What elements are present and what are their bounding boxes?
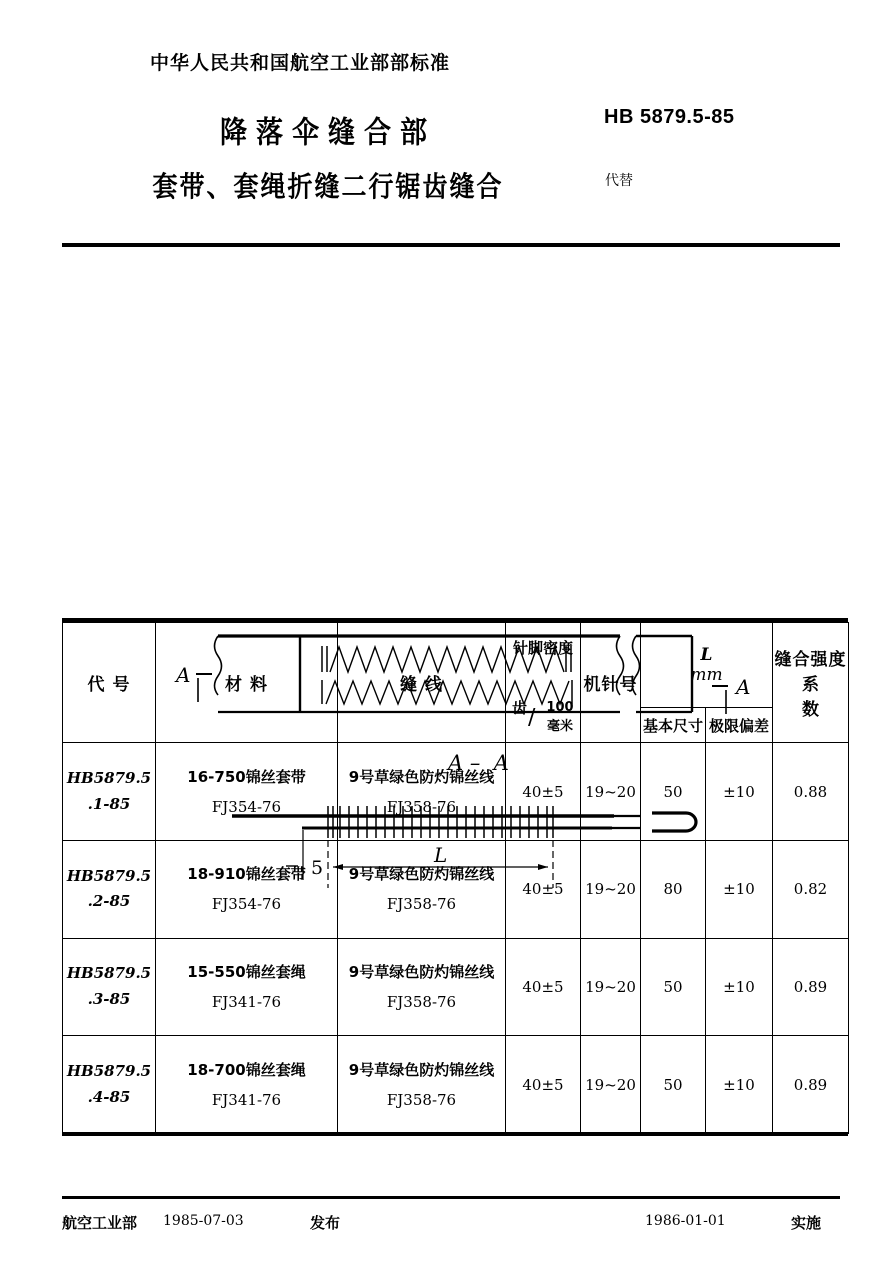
cell-material (156, 1036, 338, 1134)
table-header-row (63, 623, 849, 708)
cell-length-tolerance: ±10 (706, 938, 773, 1036)
table-row (63, 743, 849, 841)
cell-code (63, 1036, 156, 1134)
specification-table (62, 622, 849, 1134)
cell-length-tolerance: ±10 (706, 743, 773, 841)
section-label-right: A (736, 675, 751, 699)
cell-thread (338, 1036, 506, 1134)
footer-issue-label: 发布 (310, 1215, 341, 1232)
material-line1: 16-750锦丝套带 (187, 767, 306, 786)
table-row (63, 938, 849, 1036)
cell-code (63, 840, 156, 938)
header-material: 材 料 (156, 623, 338, 743)
density-numerator: 齿 (512, 699, 528, 718)
header-length-basic: 基本尺寸 (641, 708, 706, 743)
dimension-length-label: L (434, 843, 448, 867)
material-line2: FJ341-76 (211, 992, 282, 1011)
header-length-unit: mm (690, 665, 723, 685)
footer-issue-date: 1985-07-03 (163, 1213, 244, 1229)
density-denominator: 100毫米 (546, 700, 574, 735)
cell-needle: 19~20 (581, 743, 641, 841)
cell-density: 40±5 (506, 1036, 581, 1134)
table-bottom-rule (62, 1132, 848, 1136)
footer-divider-rule (62, 1196, 840, 1199)
organization-title: 中华人民共和国航空工业部部标准 (150, 53, 451, 74)
thread-line1: 9号草绿色防灼锦丝线 (348, 1060, 495, 1079)
header-strength-line1: 缝合强度 (774, 650, 847, 671)
code-line1: HB5879.5 (66, 769, 152, 788)
cell-thread (338, 743, 506, 841)
footer-department: 航空工业部 (62, 1215, 138, 1232)
header-strength (773, 623, 849, 743)
cell-density: 40±5 (506, 743, 581, 841)
header-thread: 缝 线 (338, 623, 506, 743)
dimension-edge-label: 5 (311, 857, 324, 879)
cell-thread (338, 840, 506, 938)
cell-density: 40±5 (506, 938, 581, 1036)
cell-length-basic: 50 (641, 1036, 706, 1134)
cell-length-tolerance: ±10 (706, 1036, 773, 1134)
material-line1: 18-910锦丝套带 (187, 865, 306, 884)
header-needle-no: 机针号 (581, 623, 641, 743)
section-view-label: A – A (448, 751, 509, 775)
cell-material (156, 840, 338, 938)
header-stitch-density-title: 针脚密度 (512, 639, 573, 657)
material-line1: 15-550锦丝套绳 (187, 962, 306, 981)
cell-strength: 0.82 (773, 840, 849, 938)
document-title (118, 110, 538, 203)
cell-strength: 0.89 (773, 1036, 849, 1134)
material-line2: FJ341-76 (211, 1090, 282, 1109)
footer-effective-date: 1986-01-01 (645, 1213, 726, 1229)
material-line2: FJ354-76 (211, 797, 282, 816)
cell-needle: 19~20 (581, 938, 641, 1036)
footer-effective-label: 实施 (791, 1215, 822, 1232)
material-line2: FJ354-76 (211, 895, 282, 914)
replaces-label: 代替 (605, 172, 633, 188)
header-strength-line2: 系 数 (802, 675, 828, 721)
code-line2: .4-85 (87, 1087, 131, 1106)
header-stitch-density (506, 623, 581, 743)
thread-line2: FJ358-76 (386, 1090, 457, 1109)
table-row (63, 840, 849, 938)
cell-code (63, 743, 156, 841)
thread-line2: FJ358-76 (386, 895, 457, 914)
cell-strength: 0.89 (773, 938, 849, 1036)
header-length (641, 623, 773, 708)
cell-length-tolerance: ±10 (706, 840, 773, 938)
code-line2: .1-85 (87, 794, 131, 813)
section-label-left: A (176, 663, 191, 687)
material-line1: 18-700锦丝套绳 (187, 1060, 306, 1079)
cell-length-basic: 50 (641, 743, 706, 841)
fraction-slash-icon: ∕ (528, 705, 536, 731)
code-line1: HB5879.5 (66, 866, 152, 885)
thread-line1: 9号草绿色防灼锦丝线 (348, 865, 495, 884)
header-divider-rule (62, 243, 840, 247)
code-line1: HB5879.5 (66, 964, 152, 983)
cell-length-basic: 50 (641, 938, 706, 1036)
cell-needle: 19~20 (581, 840, 641, 938)
code-line1: HB5879.5 (66, 1062, 152, 1081)
code-line2: .3-85 (87, 989, 131, 1008)
cell-material (156, 743, 338, 841)
cell-strength: 0.88 (773, 743, 849, 841)
cell-code (63, 938, 156, 1036)
specification-table-wrap (62, 622, 848, 1134)
cell-material (156, 938, 338, 1036)
cell-density: 40±5 (506, 840, 581, 938)
cell-thread (338, 938, 506, 1036)
thread-line2: FJ358-76 (386, 992, 457, 1011)
standard-number: HB 5879.5-85 (604, 106, 735, 128)
table-row (63, 1036, 849, 1134)
header-code: 代 号 (63, 623, 156, 743)
document-title-line2: 套带、套绳折缝二行锯齿缝合 (152, 170, 504, 203)
document-title-line1: 降落伞缝合部 (220, 115, 436, 151)
thread-line2: FJ358-76 (386, 797, 457, 816)
header-length-symbol: L (700, 645, 713, 665)
header-length-tolerance: 极限偏差 (706, 708, 773, 743)
document-footer (0, 1205, 896, 1245)
cell-needle: 19~20 (581, 1036, 641, 1134)
thread-line1: 9号草绿色防灼锦丝线 (348, 962, 495, 981)
code-line2: .2-85 (87, 892, 131, 911)
cell-length-basic: 80 (641, 840, 706, 938)
thread-line1: 9号草绿色防灼锦丝线 (348, 767, 495, 786)
